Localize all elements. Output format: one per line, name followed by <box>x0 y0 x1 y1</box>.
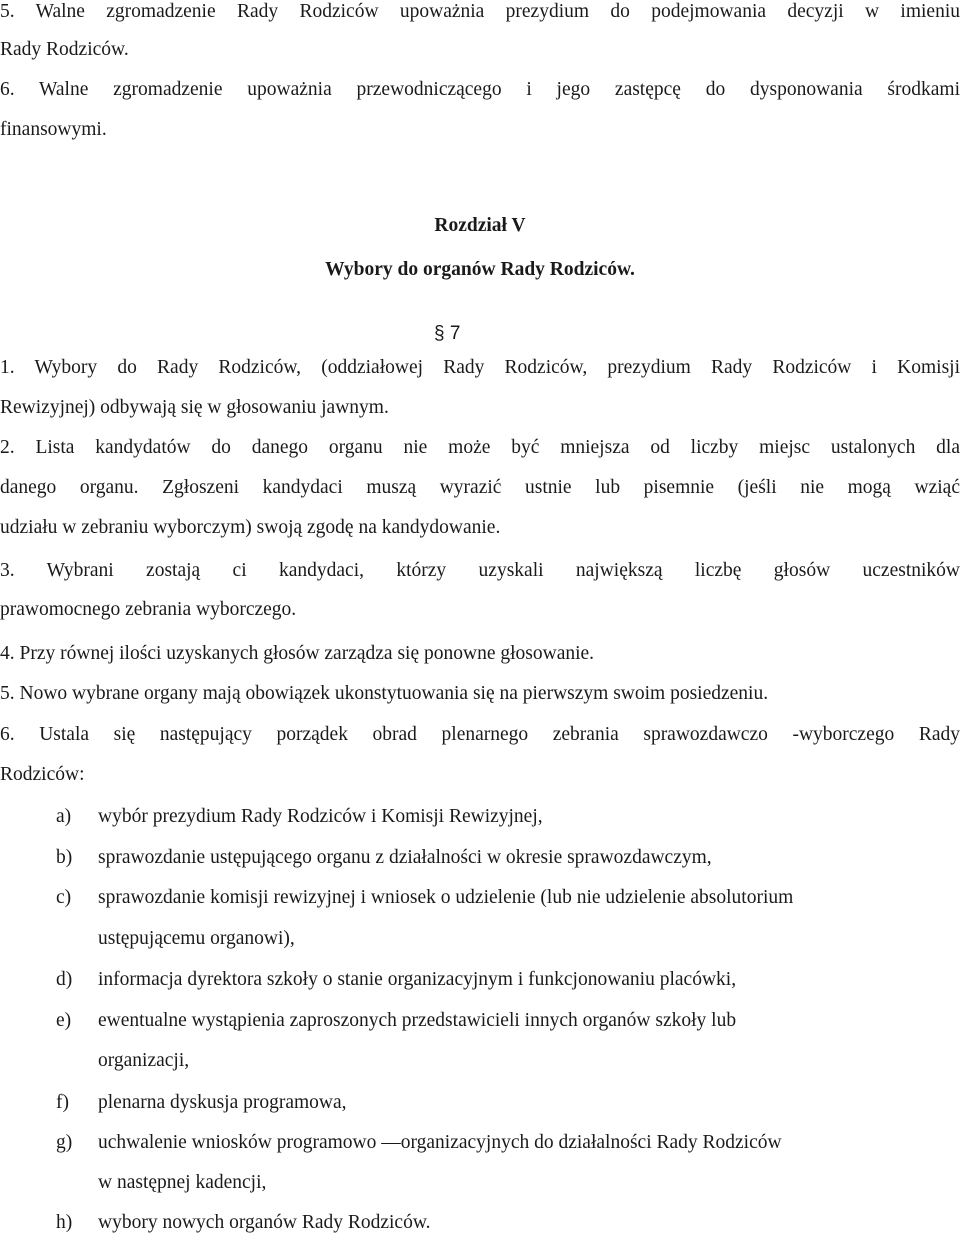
list-item: wybór prezydium Rady Rodziców i Komisji Rewizyjnej, <box>98 806 543 827</box>
section-heading <box>434 322 460 346</box>
list-item-letter: b) <box>56 847 73 868</box>
text-line-rule1-cont: Rewizyjnej) odbywają się w głosowaniu jawnym. <box>0 397 389 418</box>
list-item-letter: f) <box>56 1092 69 1113</box>
text-line-rule4: 4. Przy równej ilości uzyskanych głosów zarządza się ponowne głosowanie. <box>0 643 595 664</box>
chapter-subtitle: Wybory do organów Rady Rodziców. <box>325 259 635 280</box>
list-item-letter: c) <box>56 887 72 908</box>
list-item-letter: e) <box>56 1010 72 1031</box>
list-item: uchwalenie wniosków programowo —organizacyjnych do działalności Rady Rodziców <box>98 1132 782 1153</box>
text-line-rule6: 6. Ustala się następujący porządek obrad plenarnego zebrania sprawozdawczo -wyborczego Rady <box>0 724 960 745</box>
list-item: wybory nowych organów Rady Rodziców. <box>98 1212 431 1233</box>
list-item-letter: h) <box>56 1212 73 1233</box>
text-line-rule2-cont: danego organu. Zgłoszeni kandydaci muszą wyrazić ustnie lub pisemnie (jeśli nie mogą wziąć <box>0 477 960 498</box>
chapter-title: Rozdział V <box>434 215 526 236</box>
list-item: sprawozdanie komisji rewizyjnej i wniosek o udzielenie (lub nie udzielenie absolutorium <box>98 887 794 908</box>
list-item: plenarna dyskusja programowa, <box>98 1092 347 1113</box>
text-line-rule3-cont: prawomocnego zebrania wyborczego. <box>0 599 297 620</box>
list-item: sprawozdanie ustępującego organu z działalności w okresie sprawozdawczym, <box>98 847 712 868</box>
text-line-rule6-cont: Rodziców: <box>0 764 85 785</box>
section-number: 7 <box>449 323 461 344</box>
text-line-rule2: 2. Lista kandydatów do danego organu nie może być mniejsza od liczby miejsc ustalonych dla <box>0 437 960 458</box>
text-line-rule5: 5. Nowo wybrane organy mają obowiązek ukonstytuowania się na pierwszym swoim posiedzeniu. <box>0 683 769 704</box>
text-line-rule2-end: udziału w zebraniu wyborczym) swoją zgodę na kandydowanie. <box>0 517 501 538</box>
list-item: informacja dyrektora szkoły o stanie organizacyjnym i funkcjonowaniu placówki, <box>98 969 737 990</box>
section-symbol: § <box>434 323 445 344</box>
list-item-letter: d) <box>56 969 73 990</box>
list-item-letter: g) <box>56 1132 73 1153</box>
list-item-cont: organizacji, <box>98 1050 190 1071</box>
list-item-cont: w następnej kadencji, <box>98 1172 267 1193</box>
list-item-letter: a) <box>56 806 72 827</box>
list-item-cont: ustępującemu organowi), <box>98 928 295 949</box>
list-item: ewentualne wystąpienia zaproszonych przedstawicieli innych organów szkoły lub <box>98 1010 737 1031</box>
text-line-item6-cont: finansowymi. <box>0 119 107 140</box>
text-line-rule1: 1. Wybory do Rady Rodziców, (oddziałowej Rady Rodziców, prezydium Rady Rodziców i Komisji <box>0 357 960 378</box>
text-line-item5: 5. Walne zgromadzenie Rady Rodziców upoważnia prezydium do podejmowania decyzji w imieniu <box>0 1 960 22</box>
text-line-rule3: 3. Wybrani zostają ci kandydaci, którzy uzyskali największą liczbę głosów uczestników <box>0 560 960 581</box>
text-line-item6: 6. Walne zgromadzenie upoważnia przewodniczącego i jego zastępcę do dysponowania środkami <box>0 79 960 100</box>
text-line-item5-cont: Rady Rodziców. <box>0 39 129 60</box>
